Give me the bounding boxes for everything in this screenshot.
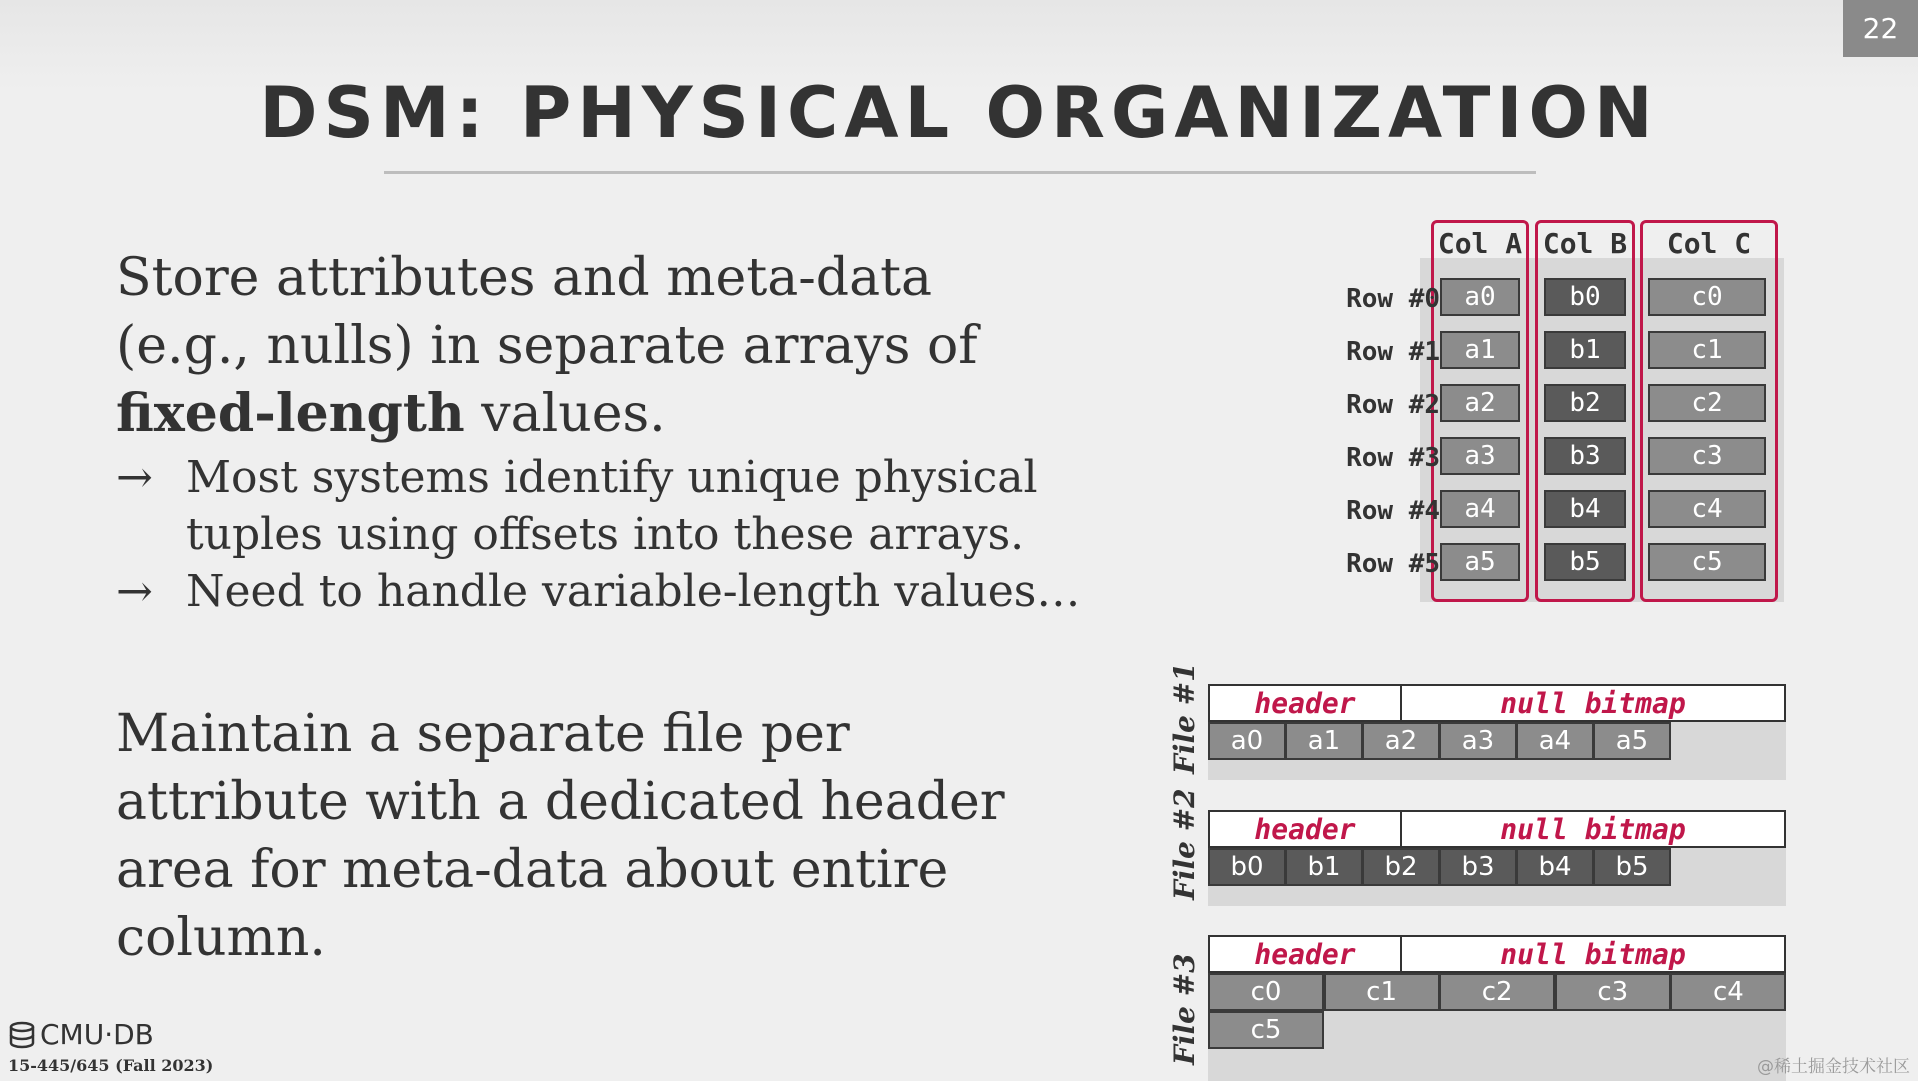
table-cell: c0 — [1648, 278, 1766, 316]
file-value-cell: b2 — [1362, 848, 1440, 886]
row-label: Row #4 — [1346, 496, 1440, 526]
table-cell: a0 — [1440, 278, 1520, 316]
file-value-cell: a4 — [1516, 722, 1594, 760]
table-cell: c1 — [1648, 331, 1766, 369]
row-label: Row #0 — [1346, 284, 1440, 314]
file-label: File #2 — [1168, 788, 1201, 900]
table-cell: a2 — [1440, 384, 1520, 422]
file-value-cell: a0 — [1208, 722, 1286, 760]
table-cell: b0 — [1544, 278, 1626, 316]
file-value-cell: c4 — [1670, 973, 1786, 1011]
course-label: 15-445/645 (Fall 2023) — [8, 1056, 214, 1075]
file-value-cell: a3 — [1439, 722, 1517, 760]
bullet-text: Most systems identify unique physical — [186, 452, 1038, 503]
file-value-cell: c1 — [1324, 973, 1440, 1011]
file-label: File #1 — [1168, 662, 1201, 774]
file-header: header — [1208, 684, 1402, 722]
bullet-text: Need to handle variable-length values… — [186, 566, 1081, 617]
file-value-cell: c5 — [1208, 1011, 1324, 1049]
row-label: Row #1 — [1346, 337, 1440, 367]
para1-text: Store attributes and meta-data (e.g., nulls) in separate arrays of — [116, 248, 978, 376]
cmu-db-logo — [8, 1018, 154, 1051]
arrow-icon: → — [116, 566, 153, 617]
null-bitmap: null bitmap — [1400, 935, 1786, 973]
table-cell: b1 — [1544, 331, 1626, 369]
file-value-cell: a1 — [1285, 722, 1363, 760]
table-cell: a1 — [1440, 331, 1520, 369]
file-value-cell: c0 — [1208, 973, 1324, 1011]
table-cell: b5 — [1544, 543, 1626, 581]
row-label: Row #5 — [1346, 549, 1440, 579]
file-label: File #3 — [1168, 953, 1201, 1065]
file-value-cell: b5 — [1593, 848, 1671, 886]
paragraph-separate-file: Maintain a separate file per attribute with a dedicated header area for meta-data about entire column. — [116, 704, 1005, 968]
table-cell: a5 — [1440, 543, 1520, 581]
file-value-cell: c2 — [1439, 973, 1555, 1011]
row-label: Row #2 — [1346, 390, 1440, 420]
paragraph-fixed-length — [116, 244, 1036, 448]
table-cell: a3 — [1440, 437, 1520, 475]
file-value-cell: b3 — [1439, 848, 1517, 886]
null-bitmap: null bitmap — [1400, 684, 1786, 722]
watermark: @稀土掘金技术社区 — [1757, 1057, 1910, 1077]
null-bitmap: null bitmap — [1400, 810, 1786, 848]
table-cell: b3 — [1544, 437, 1626, 475]
slide-number: 22 — [1843, 0, 1918, 57]
table-cell: a4 — [1440, 490, 1520, 528]
column-header: Col A — [1437, 227, 1523, 260]
table-cell: c3 — [1648, 437, 1766, 475]
file-value-cell: b1 — [1285, 848, 1363, 886]
file-value-cell: a2 — [1362, 722, 1440, 760]
title-divider — [384, 171, 1536, 174]
arrow-icon: → — [116, 452, 153, 503]
file-value-cell: a5 — [1593, 722, 1671, 760]
file-header: header — [1208, 935, 1402, 973]
logo-text: CMU·DB — [40, 1018, 154, 1051]
file-value-cell: b0 — [1208, 848, 1286, 886]
row-label: Row #3 — [1346, 443, 1440, 473]
table-cell: b4 — [1544, 490, 1626, 528]
table-cell: c2 — [1648, 384, 1766, 422]
table-cell: b2 — [1544, 384, 1626, 422]
file-value-cell: b4 — [1516, 848, 1594, 886]
slide-title: DSM: PHYSICAL ORGANIZATION — [259, 72, 1659, 154]
bullet-text-continued: tuples using offsets into these arrays. — [186, 509, 1025, 560]
column-header: Col B — [1542, 227, 1628, 260]
table-cell: c4 — [1648, 490, 1766, 528]
para1-text-end: values. — [464, 384, 666, 444]
para1-bold: fixed-length — [116, 383, 465, 444]
table-cell: c5 — [1648, 543, 1766, 581]
column-header: Col C — [1666, 227, 1752, 260]
file-header: header — [1208, 810, 1402, 848]
database-icon — [8, 1021, 36, 1049]
file-value-cell: c3 — [1555, 973, 1671, 1011]
